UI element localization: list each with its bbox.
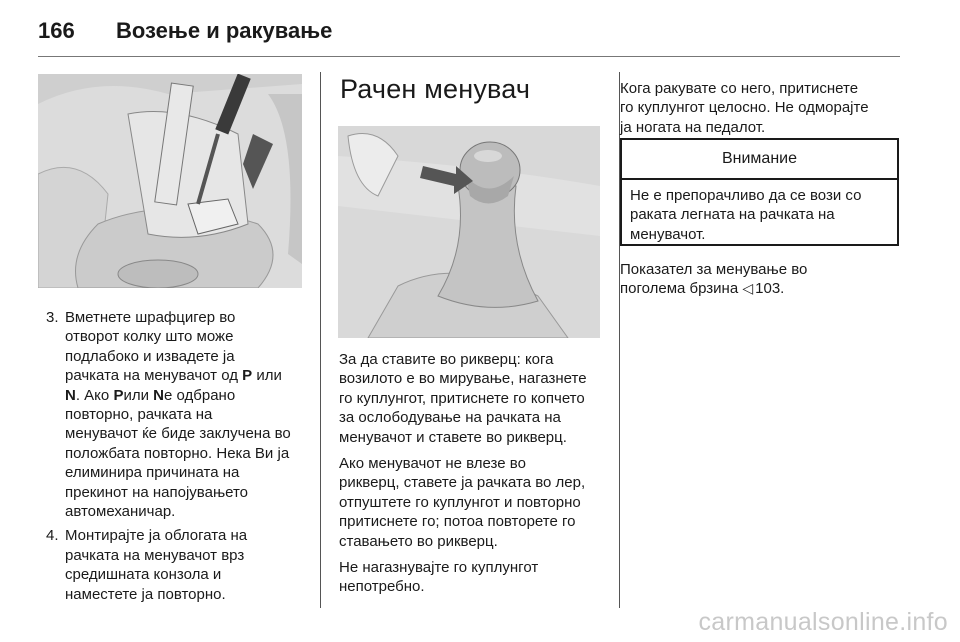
right-column-indicator [620, 260, 905, 299]
section-heading: Рачен менувач [340, 74, 531, 104]
warning-line: менувачот. [630, 225, 706, 243]
step-line [65, 327, 306, 346]
right-column-intro [620, 79, 905, 137]
gear-position-label: P [113, 386, 124, 404]
step-text: Монтирајте ја облогата на [65, 527, 248, 545]
step-line [65, 565, 306, 584]
indicator-line: Показател за менување во [620, 261, 808, 278]
gear-lever-figure [338, 126, 600, 338]
body-paragraph [339, 454, 607, 551]
step-text: или [252, 367, 282, 385]
step-text: Вметнете шрафцигер во [65, 309, 236, 326]
middle-column [339, 350, 607, 604]
step-text: положбата повторно. Нека Ви ја [65, 444, 290, 462]
step-line [65, 502, 306, 521]
step-text: средишната конзола и [65, 566, 222, 584]
step-text: е одбрано [163, 386, 236, 404]
gear-position-label: N [153, 386, 164, 404]
step-text: наместете ја повторно. [65, 585, 226, 603]
gear-position-label: P [242, 367, 253, 385]
paragraph-line: за ослободување на рачката на [339, 409, 561, 427]
step-text: менувачот ќе биде заклучена во [65, 425, 291, 443]
step-line [65, 308, 306, 327]
section-title: Возење и ракување [116, 18, 333, 43]
paragraph-line: ја ногата на педалот. [620, 118, 766, 136]
step-text: повторно, рачката на [65, 406, 213, 424]
step-text: прекинот на напојувањето [65, 483, 249, 501]
step-text: или [123, 386, 154, 404]
paragraph-line: притиснете го; потоа повторете го [339, 513, 576, 531]
step-text: . Ако [75, 386, 114, 404]
body-paragraph [339, 350, 607, 447]
header-rule [38, 56, 900, 57]
paragraph-line: Кога ракувате со него, притиснете [620, 80, 859, 97]
paragraph-line: Не нагазнувајте го куплунгот [339, 559, 539, 577]
step-line [65, 444, 306, 463]
page-number: 166 [38, 18, 75, 43]
paragraph-line: го куплунгот целосно. Не одморајте [620, 99, 869, 117]
indicator-last-line [620, 279, 905, 298]
body-paragraph [339, 558, 607, 597]
warning-line: Не е препорачливо да се вози со [630, 187, 862, 204]
column-divider-left [320, 72, 321, 608]
paragraph-line: рикверц, ставете ја рачката во лер, [339, 474, 586, 492]
step-line [65, 347, 306, 366]
step-line [65, 526, 306, 545]
warning-title: Внимание [622, 140, 897, 180]
paragraph-line: менувачот и ставете во рикверц. [339, 428, 567, 446]
indicator-text [620, 260, 905, 279]
step-text: рачката на менувачот од [65, 367, 243, 385]
step-line [65, 463, 306, 482]
step-line [65, 483, 306, 502]
step-text: рачката на менувачот врз [65, 546, 245, 564]
xref-page-link[interactable]: 103. [755, 280, 785, 298]
paragraph-line: За да ставите во рикверц: кога [339, 351, 554, 368]
steps-list [38, 308, 306, 604]
step-text: подлабоко и извадете ја [65, 347, 235, 365]
left-column [38, 308, 306, 609]
step-item [38, 308, 306, 521]
screwdriver-figure [38, 74, 302, 288]
watermark: carmanualsonline.info [698, 608, 948, 636]
paragraph-line: ставањето во рикверц. [339, 532, 498, 550]
warning-box [620, 138, 899, 246]
step-line [65, 585, 306, 604]
warning-line: раката легната на рачката на [630, 206, 835, 224]
paragraph-line: Ако менувачот не влезе во [339, 455, 526, 473]
step-line [65, 424, 306, 443]
step-line [65, 405, 306, 424]
triangle-reference-icon: ◁ [742, 280, 754, 297]
step-number: 3. [46, 309, 59, 326]
step-item [38, 526, 306, 604]
gear-position-label: N [65, 386, 76, 404]
step-line [65, 546, 306, 565]
paragraph-line: непотребно. [339, 578, 425, 596]
step-text: елиминира причината на [65, 464, 240, 482]
manual-gear-lever-illustration [338, 126, 600, 338]
step-text: автомеханичар. [65, 503, 176, 521]
paragraph-line: го куплунгот, притиснете го копчето [339, 389, 585, 407]
step-number: 4. [46, 527, 59, 545]
warning-body [622, 180, 897, 244]
step-line [65, 386, 306, 405]
paragraph-line: отпуштете го куплунгот и повторно [339, 493, 581, 511]
screwdriver-gear-knob-illustration [38, 74, 302, 288]
step-text: отворот колку што може [65, 328, 234, 346]
step-line [65, 366, 306, 385]
indicator-line: поголема брзина [620, 280, 743, 298]
paragraph-line: возилото е во мирување, нагазнете [339, 370, 587, 388]
